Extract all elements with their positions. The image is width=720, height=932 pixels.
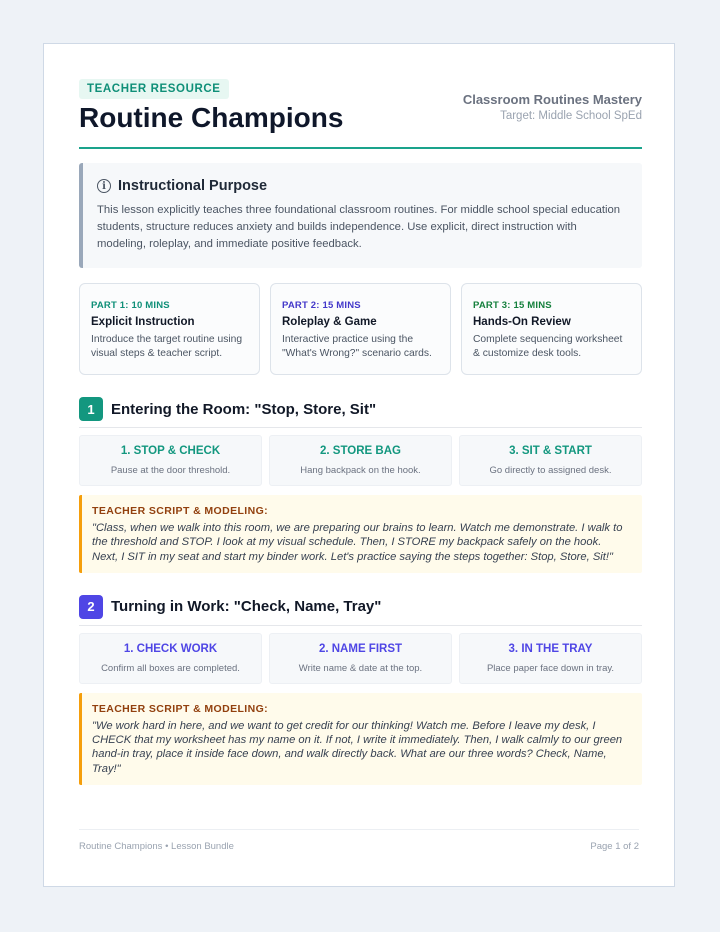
step-card bbox=[79, 435, 262, 486]
step-title: 2. STORE BAG bbox=[320, 445, 401, 457]
resource-tag: TEACHER RESOURCE bbox=[79, 79, 229, 99]
part-label: PART 1: 10 MINS bbox=[91, 300, 170, 311]
section-header bbox=[79, 397, 642, 428]
step-description: Hang backpack on the hook. bbox=[300, 465, 421, 476]
page-number: Page 1 of 2 bbox=[590, 841, 639, 852]
script-label: TEACHER SCRIPT & MODELING: bbox=[92, 702, 269, 715]
footer-bundle-name: Routine Champions • Lesson Bundle bbox=[79, 841, 234, 852]
purpose-title: Instructional Purpose bbox=[118, 178, 268, 194]
part-card-1 bbox=[79, 283, 260, 375]
step-title: 3. SIT & START bbox=[509, 445, 592, 457]
script-text: "We work hard in here, and we want to get credit for our thinking! Watch me. Before I leave my desk, I CHECK that my worksheet has my name on it. If not, I write it immediately. Then, I walk calmly to our green hand-in tray, place it inside face down, and walk directly back. What are our three words? Check, Name, Tray!" bbox=[92, 719, 623, 775]
purpose-header bbox=[97, 178, 626, 194]
instructional-purpose-box bbox=[79, 163, 642, 268]
page-content bbox=[79, 79, 642, 785]
routine-steps bbox=[79, 435, 642, 486]
step-description: Place paper face down in tray. bbox=[486, 662, 615, 674]
page-footer bbox=[79, 829, 639, 852]
course-name: Classroom Routines Mastery bbox=[462, 92, 642, 107]
part-card-2 bbox=[270, 283, 451, 375]
step-description: Write name & date at the top. bbox=[298, 662, 423, 674]
document-page bbox=[43, 43, 675, 887]
purpose-body: This lesson explicitly teaches three foundational classroom routines. For middle school special education students, structure reduces anxiety and builds independence. Use explicit, direct instruction with modeling, roleplay, and immediate positive feedback. bbox=[97, 204, 621, 250]
routine-steps bbox=[79, 633, 642, 684]
section-title: Turning in Work: "Check, Name, Tray" bbox=[111, 598, 382, 616]
section-header bbox=[79, 595, 642, 626]
step-card bbox=[459, 435, 642, 486]
header-meta bbox=[463, 92, 642, 122]
part-card-3 bbox=[461, 283, 642, 375]
info-icon: i bbox=[97, 179, 111, 193]
part-name: Roleplay & Game bbox=[282, 316, 377, 328]
step-card bbox=[269, 435, 452, 486]
section-number-badge: 2 bbox=[79, 595, 103, 619]
teacher-script-box bbox=[79, 495, 642, 573]
script-label: TEACHER SCRIPT & MODELING: bbox=[92, 505, 269, 517]
step-card bbox=[459, 633, 642, 684]
part-description: Introduce the target routine using visual steps & teacher script. bbox=[91, 334, 243, 359]
script-text: "Class, when we walk into this room, we are preparing our brains to learn. Watch me demonstrate. I walk to the threshold and STOP. I look at my visual schedule. Then, I STORE my backpack safely on the hook. Next, I SIT in my seat and start my binder work. Let's practice saying the steps together: Stop, Store, Sit!" bbox=[92, 522, 623, 563]
part-name: Explicit Instruction bbox=[91, 316, 195, 328]
part-description: Complete sequencing worksheet & customize desk tools. bbox=[473, 334, 623, 359]
part-name: Hands-On Review bbox=[473, 316, 571, 328]
step-title: 2. NAME FIRST bbox=[318, 642, 403, 655]
step-description: Pause at the door threshold. bbox=[110, 465, 231, 476]
part-label: PART 3: 15 MINS bbox=[473, 300, 552, 311]
step-description: Go directly to assigned desk. bbox=[489, 465, 612, 476]
section-turning-in-work bbox=[79, 595, 642, 785]
page-header bbox=[79, 79, 642, 149]
section-title: Entering the Room: "Stop, Store, Sit" bbox=[111, 400, 377, 418]
target-audience: Target: Middle School SpEd bbox=[500, 110, 642, 122]
step-description: Confirm all boxes are completed. bbox=[101, 662, 240, 674]
section-entering-room bbox=[79, 397, 642, 573]
section-number-badge: 1 bbox=[79, 397, 103, 421]
step-title: 1. STOP & CHECK bbox=[120, 445, 221, 457]
step-card bbox=[269, 633, 452, 684]
teacher-script-box bbox=[79, 693, 642, 785]
step-title: 3. IN THE TRAY bbox=[508, 642, 593, 655]
part-label: PART 2: 15 MINS bbox=[282, 300, 361, 311]
page-title: Routine Champions bbox=[79, 102, 344, 133]
step-title: 1. CHECK WORK bbox=[123, 642, 218, 655]
part-description: Interactive practice using the "What's Wrong?" scenario cards. bbox=[282, 334, 432, 359]
lesson-parts bbox=[79, 283, 642, 375]
step-card bbox=[79, 633, 262, 684]
